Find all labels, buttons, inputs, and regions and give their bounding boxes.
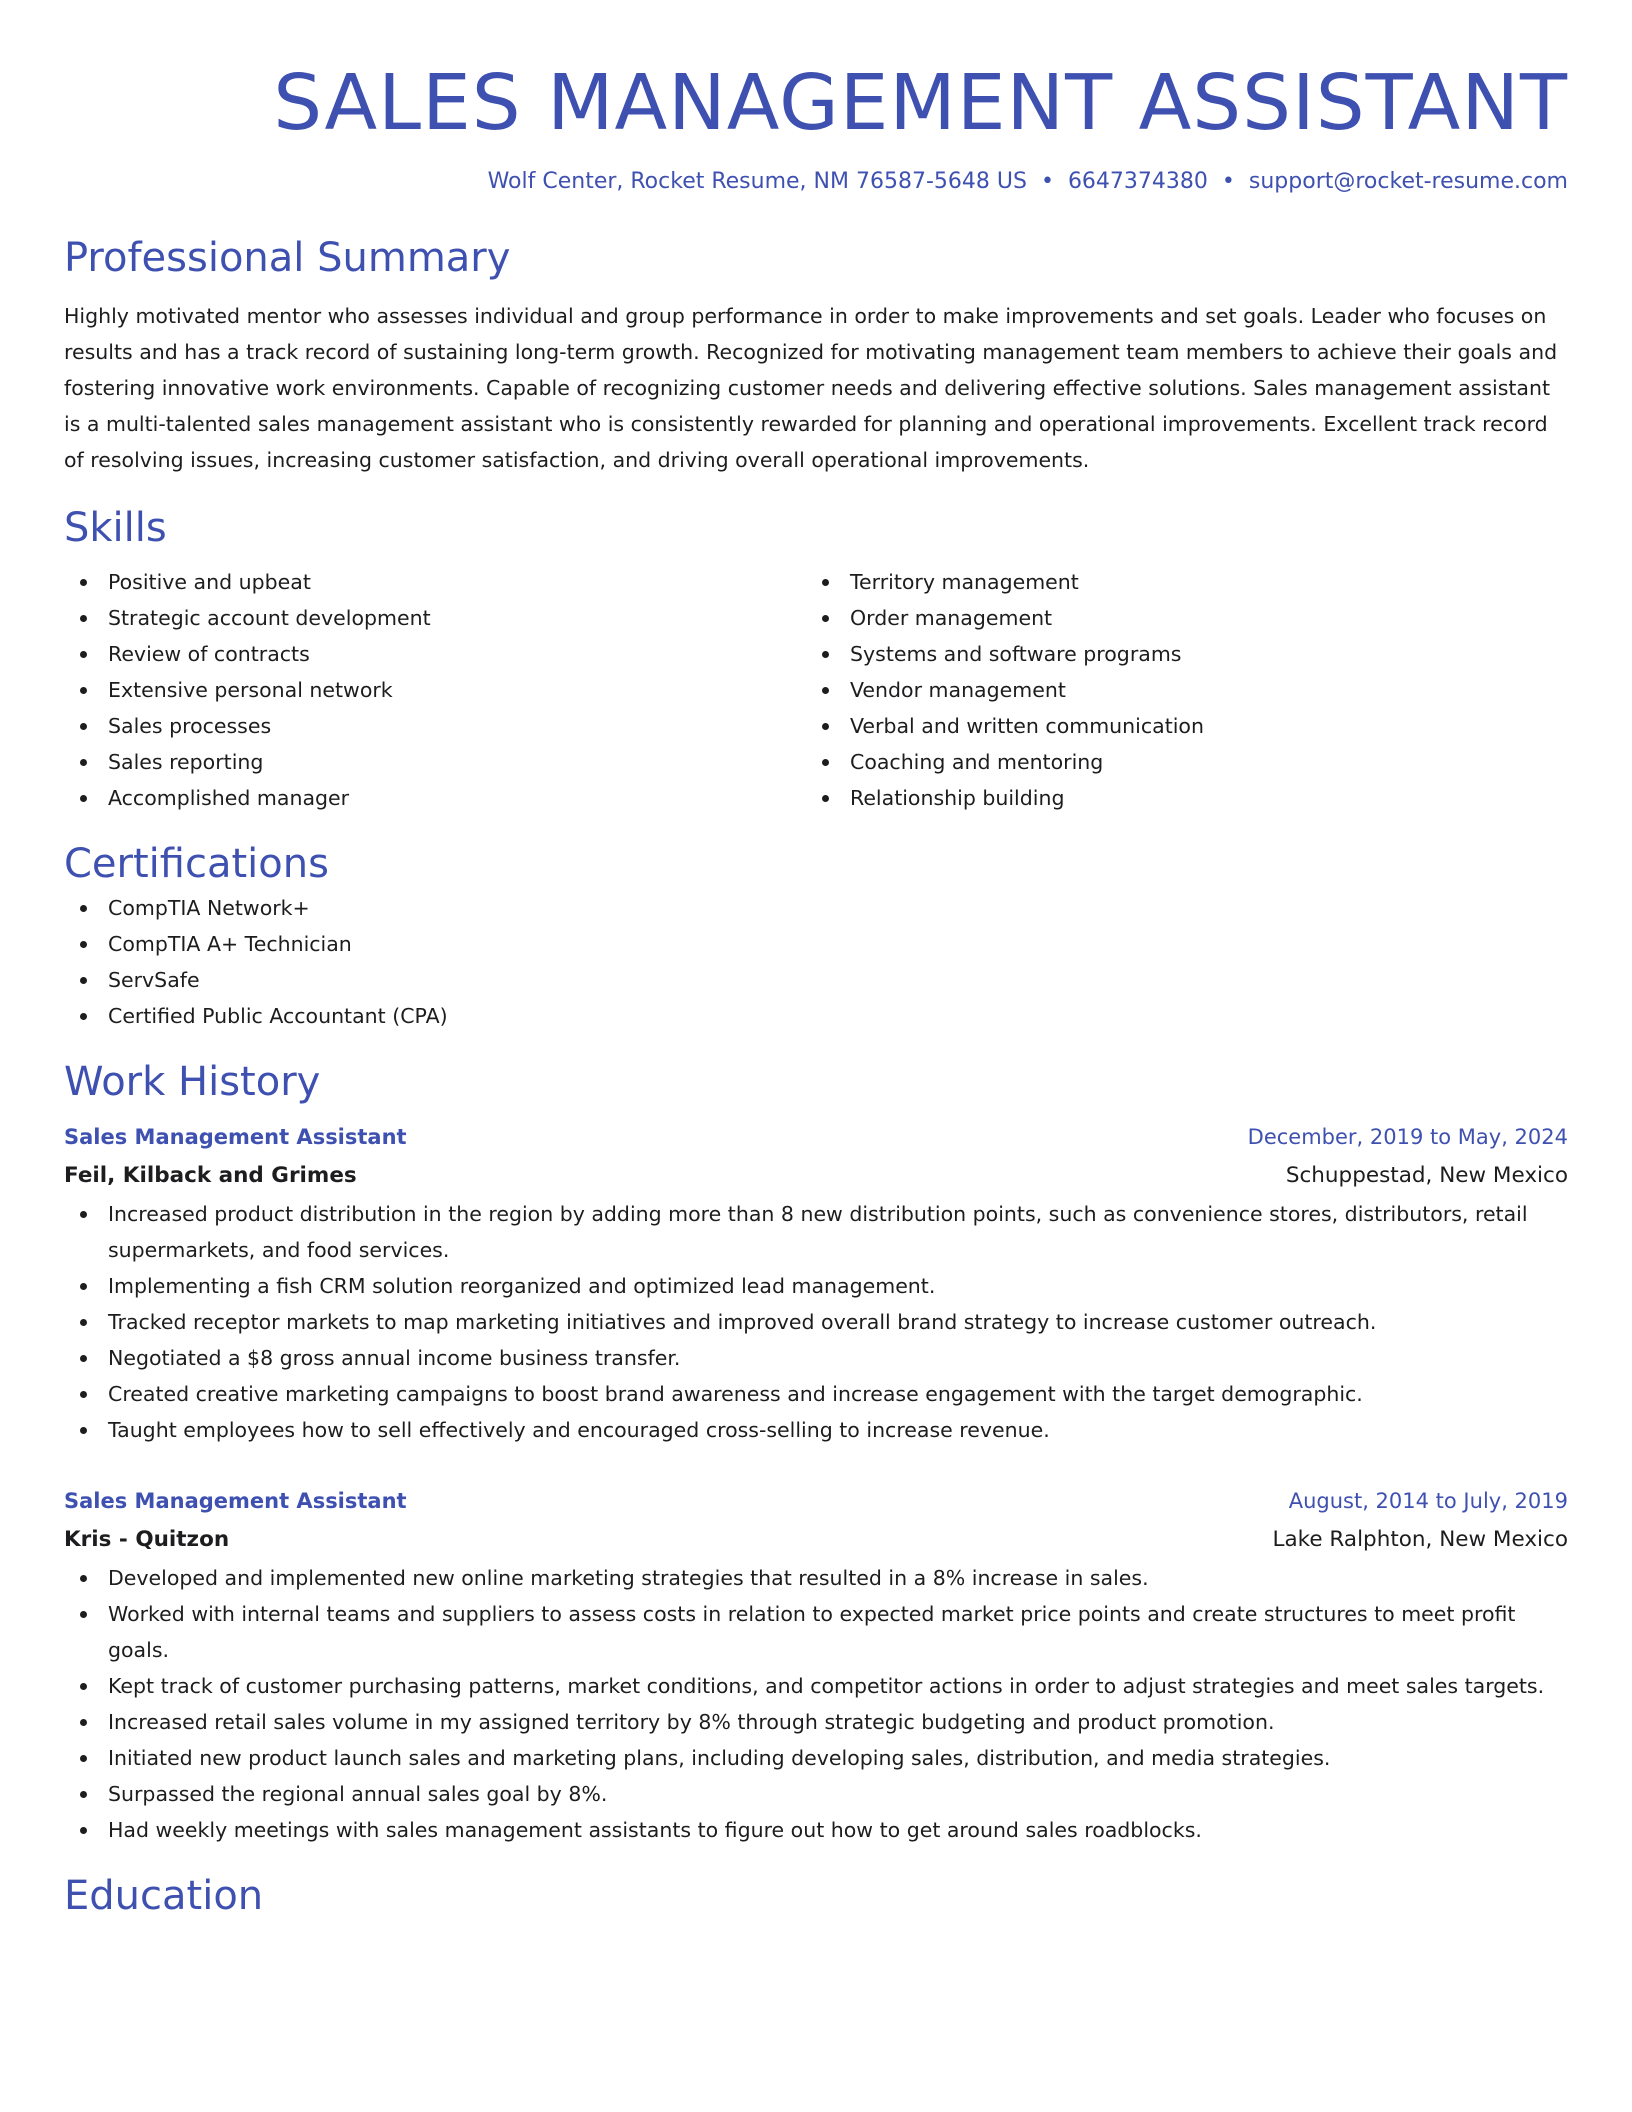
skill-item: Vendor management — [806, 672, 1548, 708]
certifications-list — [64, 890, 1568, 1034]
skill-item: Coaching and mentoring — [806, 744, 1548, 780]
job-bullet: Increased retail sales volume in my assigned territory by 8% through strategic budgeting and product promotion. — [64, 1704, 1568, 1740]
skill-item: Relationship building — [806, 780, 1548, 816]
education-section — [64, 1870, 1568, 1922]
contact-phone: 6647374380 — [1067, 169, 1208, 194]
job-bullet: Kept track of customer purchasing patterns, market conditions, and competitor actions in order to adjust strategies and meet sales targets. — [64, 1668, 1568, 1704]
skill-item: Strategic account development — [64, 600, 806, 636]
job-dates: August, 2014 to July, 2019 — [1288, 1489, 1568, 1513]
skills-grid — [64, 564, 1568, 816]
skill-item: Systems and software programs — [806, 636, 1548, 672]
skill-item: Extensive personal network — [64, 672, 806, 708]
certifications-title: Certifications — [64, 841, 329, 887]
skill-item: Verbal and written communication — [806, 708, 1548, 744]
job-company-row — [64, 1156, 1568, 1196]
certification-item: Certified Public Accountant (CPA) — [64, 998, 1568, 1034]
contact-email[interactable]: support@rocket-resume.com — [1248, 169, 1568, 194]
work-history-section — [64, 1056, 1568, 1848]
job-bullet: Surpassed the regional annual sales goal by 8%. — [64, 1776, 1568, 1812]
job-bullet-list — [64, 1560, 1568, 1848]
education-title: Education — [64, 1873, 264, 1919]
job-company-row — [64, 1520, 1568, 1560]
summary-title: Professional Summary — [64, 235, 511, 281]
certification-item: ServSafe — [64, 962, 1568, 998]
job-title: Sales Management Assistant — [64, 1489, 407, 1513]
job-location: Schuppestad, New Mexico — [1285, 1163, 1568, 1188]
resume-name: SALES MANAGEMENT ASSISTANT — [273, 59, 1568, 148]
job-bullet: Negotiated a $8 gross annual income business transfer. — [64, 1340, 1568, 1376]
skill-item: Accomplished manager — [64, 780, 806, 816]
job-title-row — [64, 1118, 1568, 1156]
contact-separator: • — [1040, 169, 1054, 194]
job-bullet: Developed and implemented new online marketing strategies that resulted in a 8% increase in sales. — [64, 1560, 1568, 1596]
skill-item: Sales processes — [64, 708, 806, 744]
job-bullet: Had weekly meetings with sales management assistants to figure out how to get around sales roadblocks. — [64, 1812, 1568, 1848]
job-bullet: Increased product distribution in the region by adding more than 8 new distribution points, such as convenience stores, distributors, retail supermarkets, and food services. — [64, 1196, 1568, 1268]
skills-right-list — [806, 564, 1548, 816]
skill-item: Review of contracts — [64, 636, 806, 672]
contact-separator: • — [1221, 169, 1235, 194]
job-bullet: Created creative marketing campaigns to boost brand awareness and increase engagement with the target demographic. — [64, 1376, 1568, 1412]
certification-item: CompTIA A+ Technician — [64, 926, 1568, 962]
contact-line — [64, 166, 1568, 198]
job-bullet: Initiated new product launch sales and marketing plans, including developing sales, distribution, and media strategies. — [64, 1740, 1568, 1776]
skills-title: Skills — [64, 505, 167, 551]
certifications-section — [64, 838, 1568, 1034]
certification-item: CompTIA Network+ — [64, 890, 1568, 926]
skills-section — [64, 502, 1568, 816]
summary-section — [64, 232, 1568, 478]
summary-text: Highly motivated mentor who assesses individual and group performance in order to make improvements and set goals. Leader who focuses on results and has a track record of sustaining long-term growth. Recognized for motivating management team members to achieve their goals and fostering innovative work environments. Capable of recognizing customer needs and delivering effective solutions. Sales management assistant is a multi-talented sales management assistant who is consistently rewarded for planning and operational improvements. Excellent track record of resolving issues, increasing customer satisfaction, and driving overall operational improvements. — [64, 304, 1558, 472]
skills-left-list — [64, 564, 806, 816]
job-bullet: Tracked receptor markets to map marketing initiatives and improved overall brand strategy to increase customer outreach. — [64, 1304, 1568, 1340]
job-location: Lake Ralphton, New Mexico — [1272, 1527, 1568, 1552]
skill-item: Order management — [806, 600, 1548, 636]
job-company: Feil, Kilback and Grimes — [64, 1163, 357, 1188]
job-bullet-list — [64, 1196, 1568, 1448]
skill-item: Territory management — [806, 564, 1548, 600]
job-title: Sales Management Assistant — [64, 1125, 407, 1149]
skill-item: Positive and upbeat — [64, 564, 806, 600]
job-company: Kris - Quitzon — [64, 1527, 230, 1552]
contact-address: Wolf Center, Rocket Resume, NM 76587-5648 US — [487, 169, 1027, 194]
work-history-title: Work History — [64, 1059, 321, 1105]
job-title-row — [64, 1482, 1568, 1520]
skill-item: Sales reporting — [64, 744, 806, 780]
resume-page — [64, 0, 1568, 1922]
job-entry — [64, 1482, 1568, 1848]
job-bullet: Taught employees how to sell effectively and encouraged cross-selling to increase revenue. — [64, 1412, 1568, 1448]
job-bullet: Worked with internal teams and suppliers to assess costs in relation to expected market price points and create structures to meet profit goals. — [64, 1596, 1568, 1668]
job-entry — [64, 1118, 1568, 1448]
job-bullet: Implementing a fish CRM solution reorganized and optimized lead management. — [64, 1268, 1568, 1304]
job-dates: December, 2019 to May, 2024 — [1247, 1125, 1568, 1149]
